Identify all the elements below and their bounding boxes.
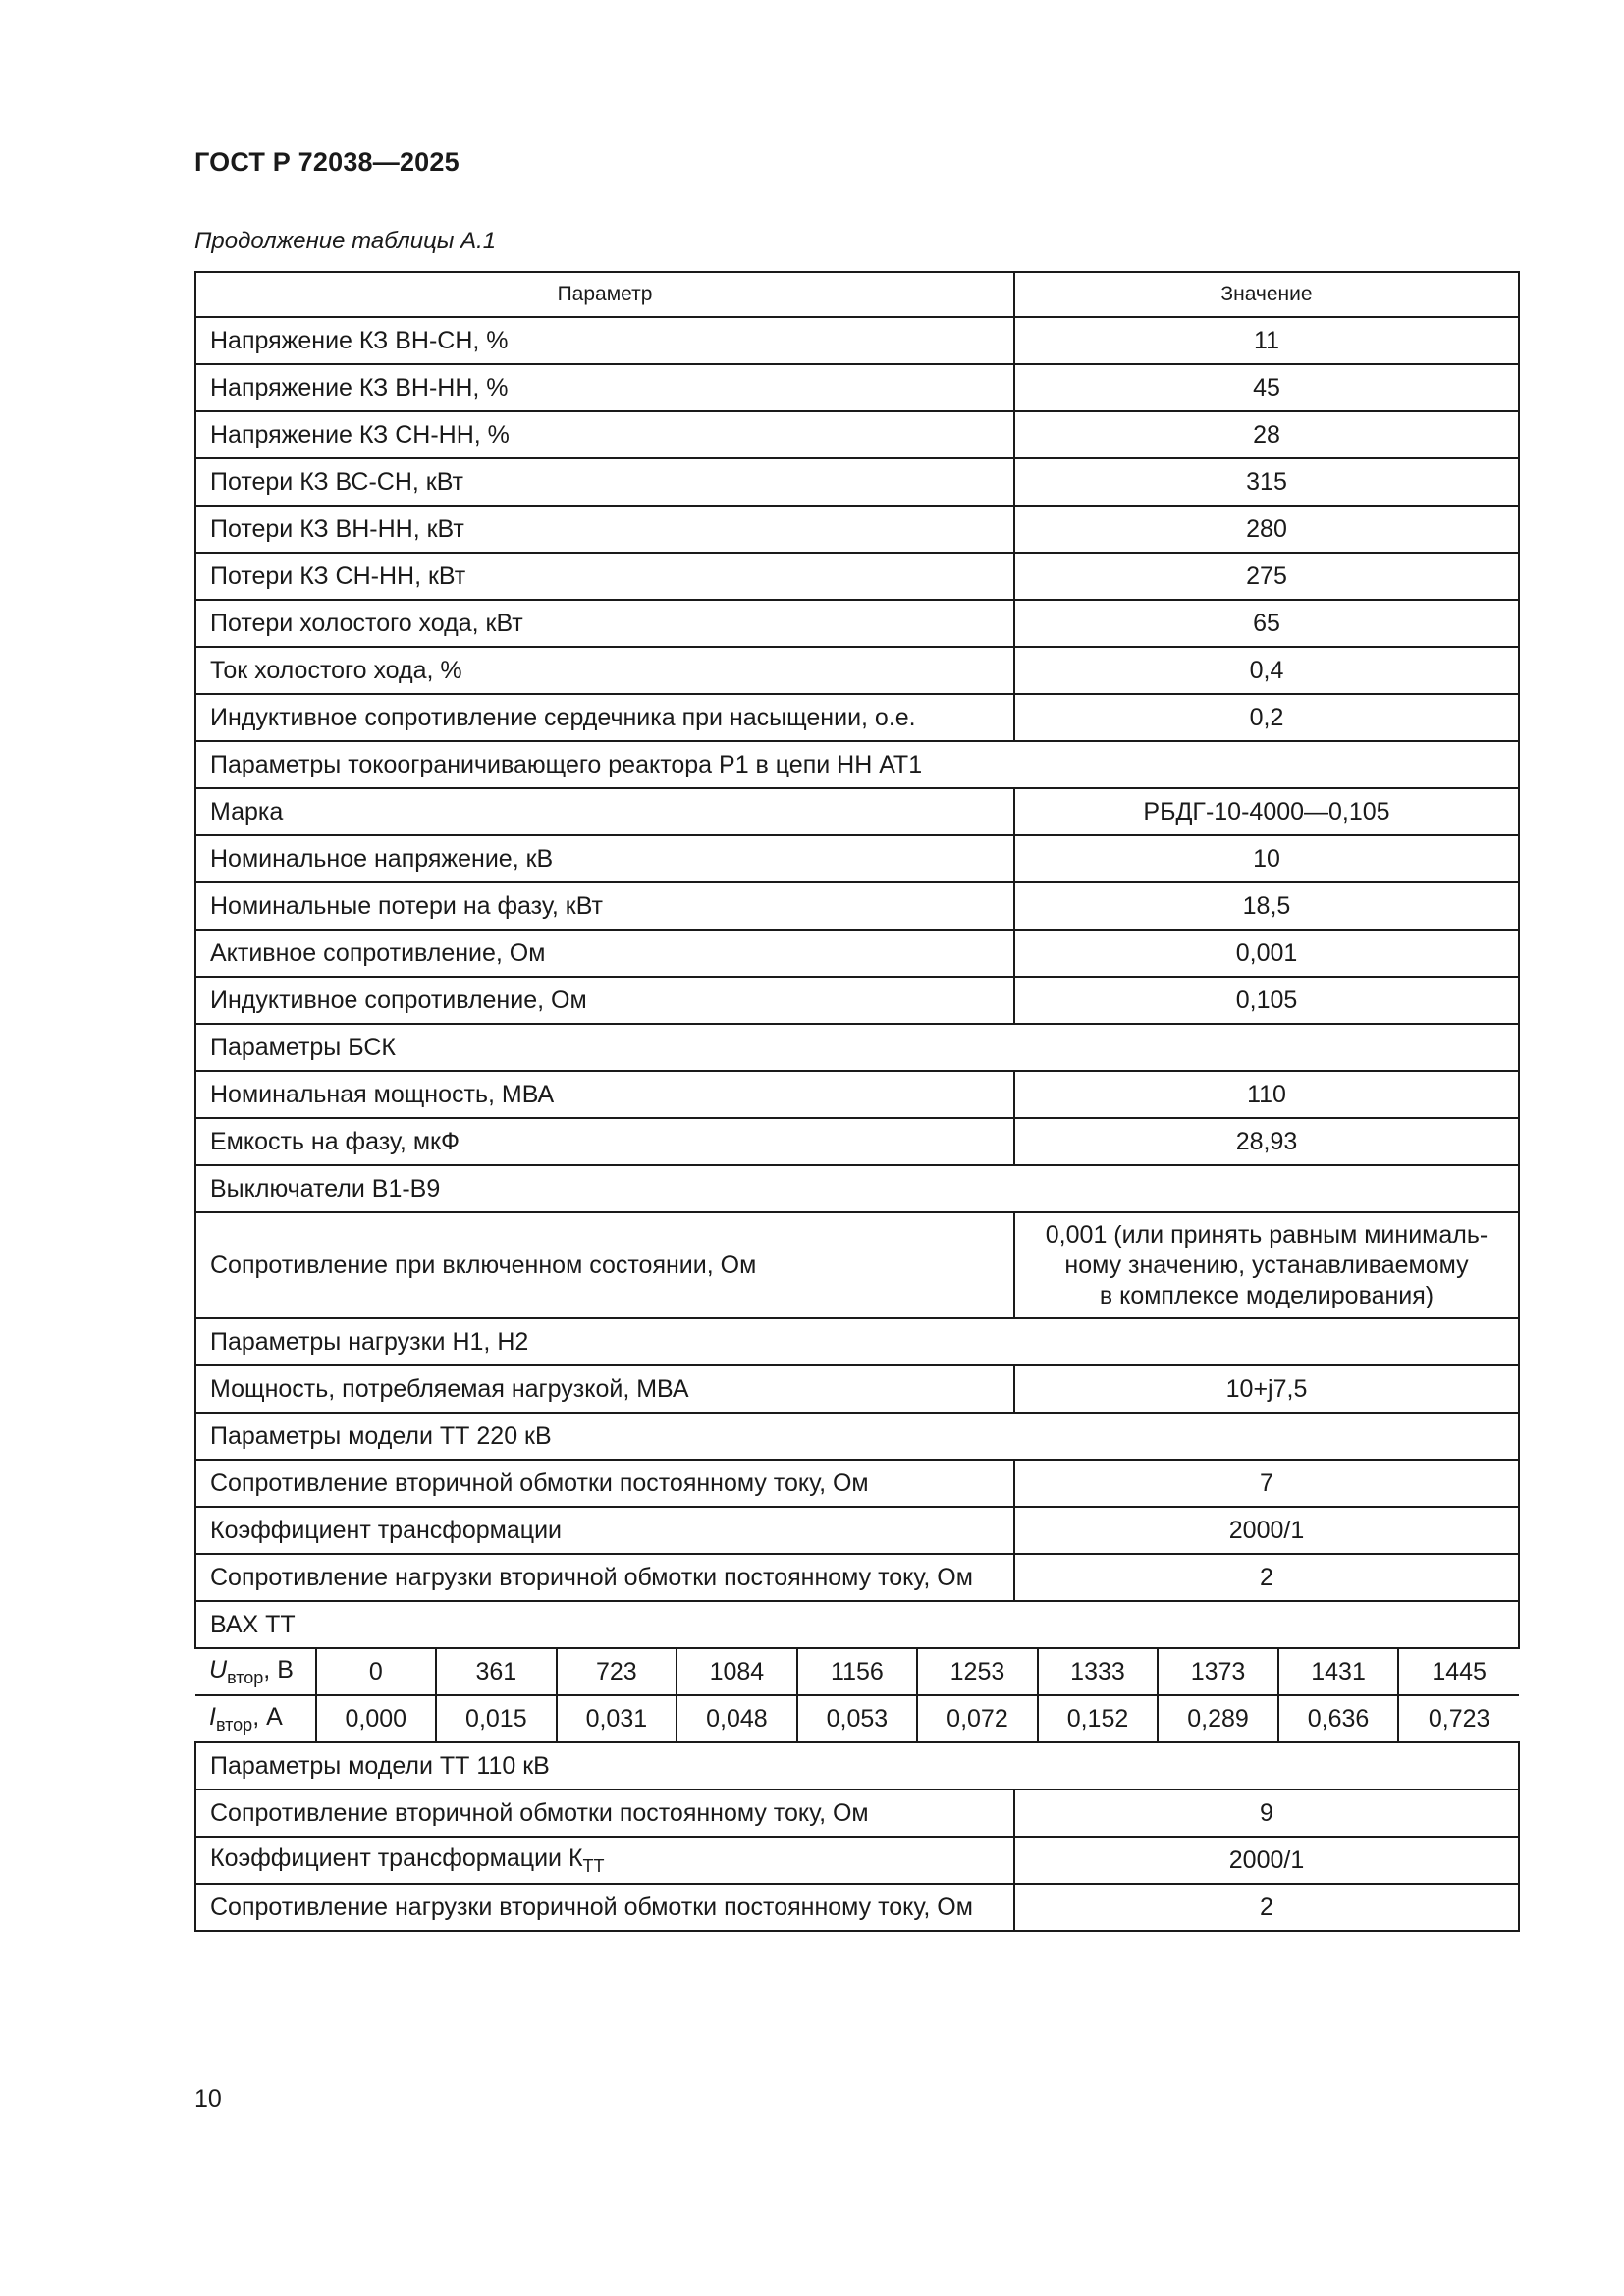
- vax-value: 0,152: [1038, 1695, 1159, 1741]
- table-row: [195, 600, 1519, 647]
- table-row: [195, 835, 1519, 882]
- table-row: [195, 553, 1519, 600]
- section-row: [195, 1165, 1519, 1212]
- table-row: [195, 977, 1519, 1024]
- section-row: [195, 741, 1519, 788]
- section-row: [195, 1601, 1519, 1648]
- vax-i-label: [195, 1695, 316, 1741]
- param-label: Коэффициент трансформации: [210, 1516, 562, 1544]
- value-line: в комплексе моделирования): [1099, 1281, 1435, 1309]
- table-header-row: [195, 272, 1519, 317]
- value-cell: 315: [1014, 458, 1519, 506]
- vax-subscript: втор: [215, 1714, 253, 1735]
- table-row: [195, 930, 1519, 977]
- table-row: [195, 1789, 1519, 1837]
- vax-value: 1156: [797, 1649, 918, 1695]
- param-label: Напряжение КЗ ВН-НН, %: [210, 373, 509, 401]
- table-row: [195, 1554, 1519, 1601]
- table-row: [195, 1118, 1519, 1165]
- vax-value: 0,636: [1278, 1695, 1399, 1741]
- table-row: [195, 647, 1519, 694]
- value-cell: 18,5: [1014, 882, 1519, 930]
- vax-value: 1431: [1278, 1649, 1399, 1695]
- vax-symbol: I: [209, 1702, 216, 1731]
- page-number: 10: [194, 2085, 222, 2112]
- table-row: [195, 364, 1519, 411]
- section-reactor-title: Параметры токоограничивающего реактора Р1 в цепи НН АТ1: [195, 741, 1519, 788]
- param-cell: [195, 930, 1014, 977]
- vax-value: 0,000: [316, 1695, 437, 1741]
- table-row: [195, 1365, 1519, 1413]
- vax-value: 0,289: [1158, 1695, 1278, 1741]
- value-cell: 0,001: [1014, 930, 1519, 977]
- param-label: Емкость на фазу, мкФ: [210, 1127, 460, 1155]
- param-cell: [195, 1884, 1014, 1931]
- param-cell: [195, 317, 1014, 364]
- param-label: Индуктивное сопротивление сердечника при насыщении, о.е.: [210, 703, 916, 731]
- vax-i-row: [195, 1695, 1519, 1741]
- column-header-value: Значение: [1014, 272, 1519, 317]
- param-cell: [195, 600, 1014, 647]
- vax-value: 0,053: [797, 1695, 918, 1741]
- param-cell: [195, 694, 1014, 741]
- param-label: Потери холостого хода, кВт: [210, 609, 523, 637]
- param-cell: [195, 1460, 1014, 1507]
- value-cell: 9: [1014, 1789, 1519, 1837]
- vax-value: 0,048: [677, 1695, 797, 1741]
- section-row: [195, 1413, 1519, 1460]
- param-label: Сопротивление вторичной обмотки постоянному току, Ом: [210, 1798, 869, 1827]
- param-cell: [195, 1554, 1014, 1601]
- vax-value: 1445: [1398, 1649, 1519, 1695]
- vax-unit: , А: [252, 1702, 283, 1731]
- value-cell: [1014, 1212, 1519, 1318]
- vax-value: 0,723: [1398, 1695, 1519, 1741]
- param-cell: [195, 458, 1014, 506]
- value-cell: 2000/1: [1014, 1507, 1519, 1554]
- value-cell: 7: [1014, 1460, 1519, 1507]
- page-header: ГОСТ Р 72038—2025: [194, 147, 460, 177]
- parameters-table: [194, 271, 1520, 1932]
- section-switches-title: Выключатели В1-В9: [195, 1165, 1519, 1212]
- vax-value: 1373: [1158, 1649, 1278, 1695]
- param-label: Сопротивление вторичной обмотки постоянному току, Ом: [210, 1468, 869, 1497]
- param-cell: [195, 1837, 1014, 1884]
- value-cell: 28: [1014, 411, 1519, 458]
- vax-u-row: [195, 1649, 1519, 1695]
- param-cell: [195, 835, 1014, 882]
- param-cell: [195, 1507, 1014, 1554]
- table-row: [195, 882, 1519, 930]
- vax-row: [195, 1648, 1519, 1742]
- param-cell: [195, 882, 1014, 930]
- vax-value: 0,015: [436, 1695, 557, 1741]
- param-label: Мощность, потребляемая нагрузкой, МВА: [210, 1374, 689, 1403]
- section-load-title: Параметры нагрузки Н1, Н2: [195, 1318, 1519, 1365]
- table-row: [195, 411, 1519, 458]
- value-cell: 275: [1014, 553, 1519, 600]
- section-row: [195, 1024, 1519, 1071]
- table-row: [195, 1507, 1519, 1554]
- value-cell: 0,2: [1014, 694, 1519, 741]
- value-cell: 10: [1014, 835, 1519, 882]
- table-caption: Продолжение таблицы А.1: [194, 228, 497, 254]
- param-label: Напряжение КЗ ВН-СН, %: [210, 326, 509, 354]
- value-line: 0,001 (или принять равным минималь-: [1045, 1220, 1489, 1249]
- value-cell: 28,93: [1014, 1118, 1519, 1165]
- param-label: Индуктивное сопротивление, Ом: [210, 986, 587, 1014]
- table-row: [195, 317, 1519, 364]
- vax-cell: [195, 1648, 1519, 1742]
- value-cell: 45: [1014, 364, 1519, 411]
- param-label: Активное сопротивление, Ом: [210, 938, 546, 967]
- param-label: Номинальное напряжение, кВ: [210, 844, 554, 873]
- param-label: Номинальная мощность, МВА: [210, 1080, 555, 1108]
- value-line: ному значению, устанавливаемому: [1064, 1251, 1469, 1279]
- section-ct110-title: Параметры модели ТТ 110 кВ: [195, 1742, 1519, 1789]
- param-label: Потери КЗ ВН-НН, кВт: [210, 514, 464, 543]
- vax-value: 1084: [677, 1649, 797, 1695]
- param-cell: [195, 364, 1014, 411]
- value-cell: 0,105: [1014, 977, 1519, 1024]
- param-label: Сопротивление нагрузки вторичной обмотки постоянному току, Ом: [210, 1563, 973, 1591]
- table-row: [195, 788, 1519, 835]
- param-label: Коэффициент трансформации К: [210, 1843, 583, 1872]
- param-label: Марка: [210, 797, 284, 826]
- param-cell: [195, 1071, 1014, 1118]
- section-vax-title: ВАХ ТТ: [195, 1601, 1519, 1648]
- table-row: [195, 1884, 1519, 1931]
- table-row: [195, 1460, 1519, 1507]
- vax-u-label: [195, 1649, 316, 1695]
- table-row: [195, 1071, 1519, 1118]
- section-row: [195, 1742, 1519, 1789]
- vax-value: 723: [557, 1649, 677, 1695]
- table-row: [195, 1212, 1519, 1318]
- vax-value: 0: [316, 1649, 437, 1695]
- section-ct220-title: Параметры модели ТТ 220 кВ: [195, 1413, 1519, 1460]
- param-cell: [195, 1789, 1014, 1837]
- param-cell: [195, 647, 1014, 694]
- value-cell: 11: [1014, 317, 1519, 364]
- vax-value: 1253: [917, 1649, 1038, 1695]
- vax-unit: , В: [263, 1655, 294, 1683]
- param-subscript: ТТ: [582, 1855, 605, 1876]
- table-row: [195, 694, 1519, 741]
- value-cell: 0,4: [1014, 647, 1519, 694]
- param-label: Ток холостого хода, %: [210, 656, 462, 684]
- param-cell: [195, 506, 1014, 553]
- value-cell: 2000/1: [1014, 1837, 1519, 1884]
- vax-value: 361: [436, 1649, 557, 1695]
- param-cell: Сопротивление при включенном состоянии, Ом: [195, 1212, 1014, 1318]
- table-row: [195, 506, 1519, 553]
- vax-table: [195, 1649, 1519, 1741]
- vax-symbol: U: [209, 1655, 228, 1683]
- vax-value: 0,072: [917, 1695, 1038, 1741]
- param-label: Номинальные потери на фазу, кВт: [210, 891, 603, 920]
- param-cell: [195, 411, 1014, 458]
- param-cell: [195, 1118, 1014, 1165]
- value-cell: 2: [1014, 1554, 1519, 1601]
- param-label: Потери КЗ СН-НН, кВт: [210, 561, 466, 590]
- table-row: [195, 458, 1519, 506]
- value-cell: 10+j7,5: [1014, 1365, 1519, 1413]
- value-cell: 280: [1014, 506, 1519, 553]
- param-label: Напряжение КЗ СН-НН, %: [210, 420, 510, 449]
- param-cell: [195, 788, 1014, 835]
- value-cell: РБДГ-10-4000—0,105: [1014, 788, 1519, 835]
- vax-value: 0,031: [557, 1695, 677, 1741]
- param-cell: [195, 1365, 1014, 1413]
- section-row: [195, 1318, 1519, 1365]
- section-bsk-title: Параметры БСК: [195, 1024, 1519, 1071]
- value-cell: 2: [1014, 1884, 1519, 1931]
- value-cell: 65: [1014, 600, 1519, 647]
- table-row: [195, 1837, 1519, 1884]
- param-cell: [195, 553, 1014, 600]
- param-label: Потери КЗ ВС-СН, кВт: [210, 467, 463, 496]
- vax-subscript: втор: [227, 1667, 264, 1687]
- column-header-parameter: Параметр: [195, 272, 1014, 317]
- vax-value: 1333: [1038, 1649, 1159, 1695]
- param-cell: [195, 977, 1014, 1024]
- value-cell: 110: [1014, 1071, 1519, 1118]
- param-label: Сопротивление нагрузки вторичной обмотки постоянному току, Ом: [210, 1893, 973, 1921]
